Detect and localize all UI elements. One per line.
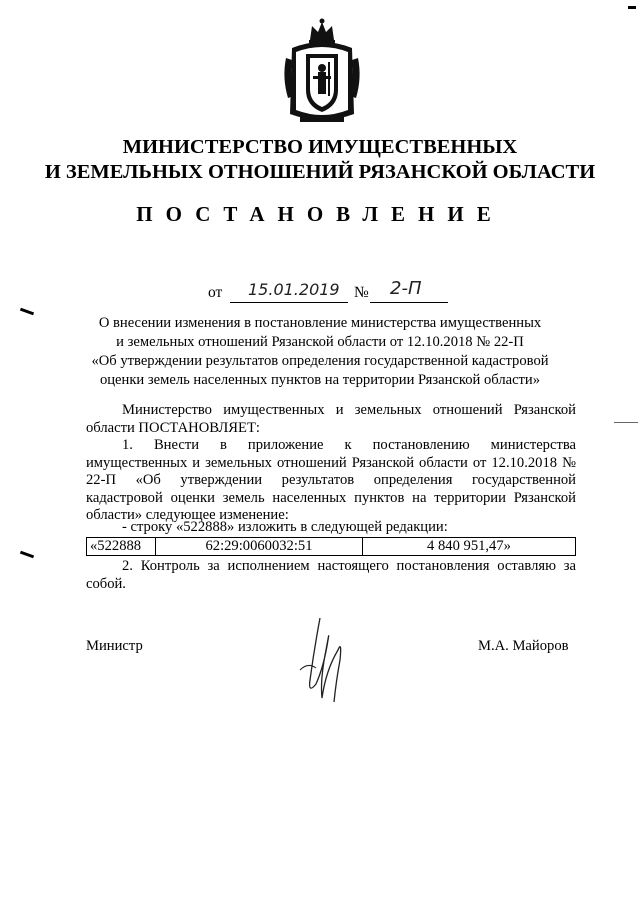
subject-line-1: О внесении изменения в постановление министерства имущественных <box>98 315 542 331</box>
subject-line-2: и земельных отношений Рязанской области от 12.10.2018 № 22-П <box>116 334 524 350</box>
scan-mark <box>20 308 34 316</box>
table-cell-code: «522888 <box>87 538 156 556</box>
date-value: 15.01.2019 <box>248 280 340 299</box>
ministry-name-line2: И ЗЕМЕЛЬНЫХ ОТНОШЕНИЙ РЯЗАНСКОЙ ОБЛАСТИ <box>44 161 596 183</box>
handwritten-signature <box>280 610 360 720</box>
date-number-line <box>208 280 468 308</box>
preamble-paragraph: Министерство имущественных и земельных отношений Рязанской области ПОСТАНОВЛЯЕТ: <box>86 402 576 436</box>
subject-line-3: «Об утверждении результатов определения государственной кадастровой <box>91 353 549 369</box>
number-value: 2-П <box>390 278 422 299</box>
coat-of-arms-emblem <box>282 18 362 130</box>
scan-mark <box>614 422 638 423</box>
number-underline <box>370 302 448 303</box>
scan-mark <box>628 6 636 9</box>
subject-line-4: оценки земель населенных пунктов на территории Рязанской области» <box>99 372 541 388</box>
date-underline <box>230 302 348 303</box>
item-1-paragraph: 1. Внести в приложение к постановлению министерства имущественных и земельных отношений Рязанской области от 12.10.2018 № 22-П «Об утверждении результатов определения государственной кадастровой оценки земель населенных пунктов на территории Рязанской области» следующее изменение: <box>86 437 576 523</box>
table-cell-value: 4 840 951,47» <box>363 538 576 556</box>
signatory-position: Министр <box>86 638 143 654</box>
item-1-subitem: - строку «522888» изложить в следующей редакции: <box>122 519 448 535</box>
item-2-paragraph: 2. Контроль за исполнением настоящего постановления оставляю за собой. <box>86 558 576 592</box>
ministry-name-line1: МИНИСТЕРСТВО ИМУЩЕСТВЕННЫХ <box>122 136 518 158</box>
change-table <box>86 537 576 556</box>
number-label: № <box>354 284 369 301</box>
date-from-label: от <box>208 284 223 301</box>
signatory-name: М.А. Майоров <box>478 638 569 654</box>
table-cell-cadastral-number: 62:29:0060032:51 <box>156 538 363 556</box>
scan-mark <box>20 551 34 559</box>
document-type-title: ПОСТАНОВЛЕНИЕ <box>136 202 504 226</box>
document-subject <box>70 314 570 390</box>
table-row <box>87 538 576 556</box>
